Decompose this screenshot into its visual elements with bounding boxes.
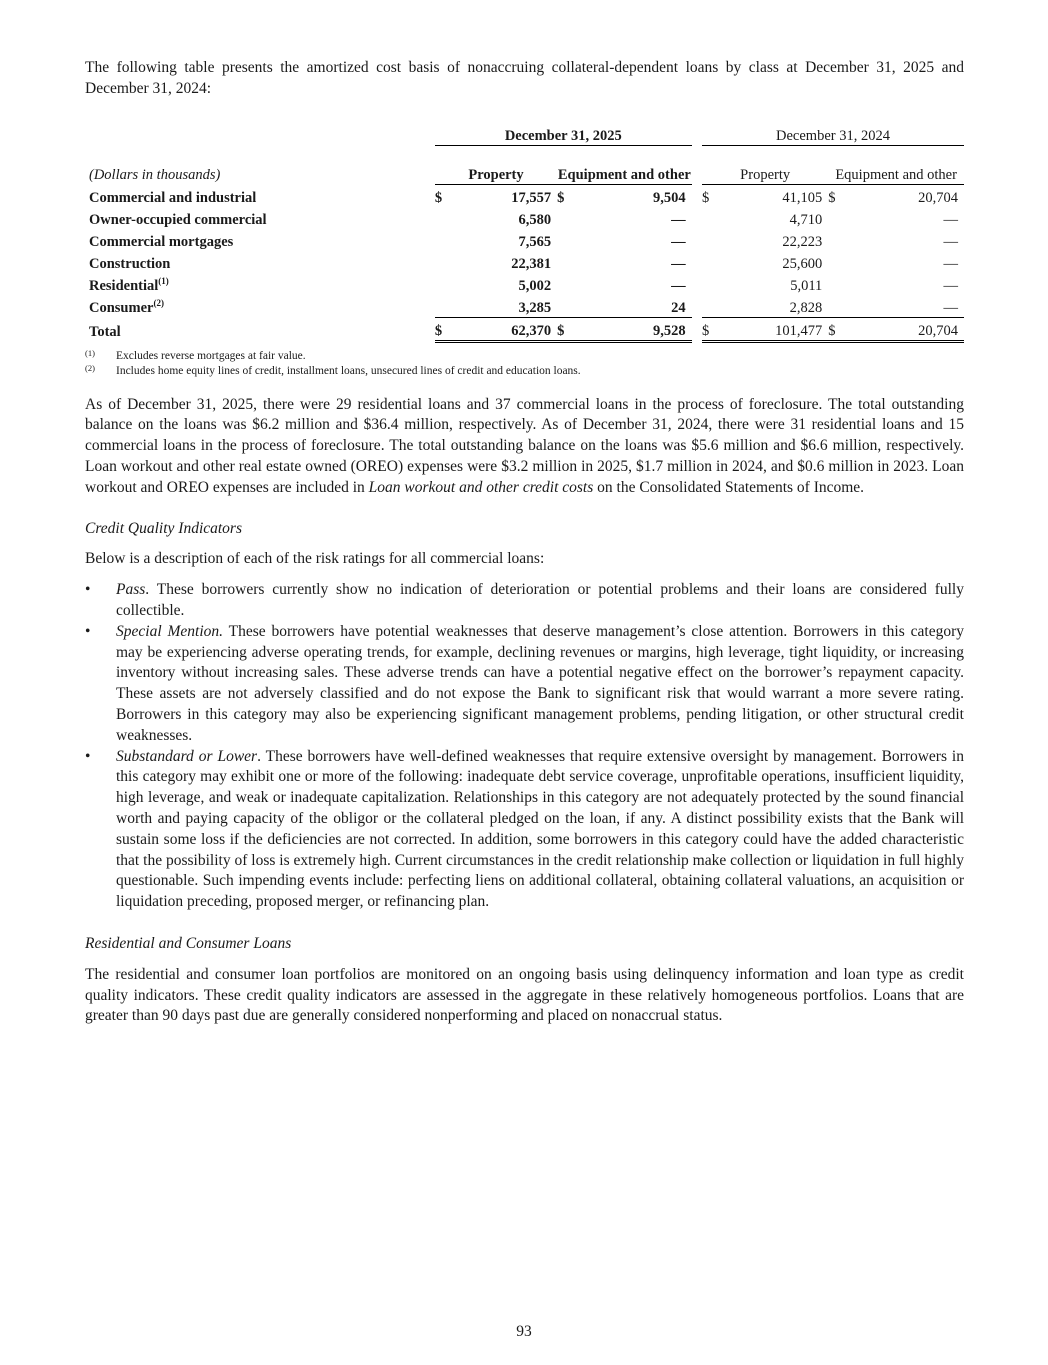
value-equipment-2024: — [943,299,958,316]
row-label: Commercial mortgages [89,233,234,250]
credit-quality-heading: Credit Quality Indicators [85,519,242,537]
bullet-icon: • [85,581,91,599]
table-row [85,295,964,318]
bullet-icon: • [85,622,91,640]
total-property-2025: 62,370 [449,317,557,341]
list-item: • Special Mention. These borrowers have potential weaknesses that deserve management’s close attention. Borrowers in this category may be experiencing adverse operating trends, for example, declining revenues or margins, high leverage, tight liquidity, or increasing inventory without increasing sales. These adverse trends can have a potential negative effect on the borrower’s repayment capacity. These assets are not adversely classified and do not expose the Bank to significant risk that would warrant a more severe rating. Borrowers in this category may also be experiencing significant management problems, pending litigation, or other structural credit weaknesses. [85,622,964,744]
dollar-sign: $ [557,189,565,206]
value-property-2024: 5,011 [790,277,823,294]
table-row [85,251,964,273]
value-property-2025: 5,002 [518,277,552,294]
table-row [85,229,964,251]
footnote: (2) Includes home equity lines of credit, installment loans, unsecured lines of credit and education loans. [85,363,581,378]
intro-paragraph: The following table presents the amortized cost basis of nonaccruing collateral-dependent loans by class at December 31, 2025 and December 31, 2024: [85,59,964,97]
value-property-2024: 41,105 [782,189,823,206]
risk-ratings-list [85,580,964,913]
period-header-row [85,119,964,146]
col-property-2025: Property [435,145,557,184]
page-number: 93 [516,1323,532,1340]
col-property-2024: Property [702,145,828,184]
total-equipment-2024: 20,704 [843,317,964,341]
value-property-2025: 3,285 [518,299,552,316]
column-header-row [85,145,964,184]
table-row [85,184,964,207]
value-equipment-2024: — [943,255,958,272]
dollar-sign: $ [828,317,842,341]
period-2024-header: December 31, 2024 [702,119,964,146]
row-label: Owner-occupied commercial [89,211,267,228]
value-equipment-2024: — [943,211,958,228]
total-row [85,317,964,341]
row-label: Commercial and industrial [89,189,257,206]
total-equipment-2025: 9,528 [572,317,692,341]
residential-paragraph: The residential and consumer loan portfolios are monitored on an ongoing basis using delinquency information and loan type as credit quality indicators. These credit quality indicators are assessed in the aggregate in these relatively homogeneous portfolios. Loans that are greater than 90 days past due are generally considered nonperforming and placed on nonaccrual status. [85,965,964,1025]
list-item: • Pass. These borrowers currently show no indication of deterioration or potential problems and their loans are considered fully collectible. [85,581,964,619]
value-equipment-2025: 24 [671,299,686,316]
value-property-2025: 17,557 [511,189,552,206]
dollar-sign: $ [828,189,836,206]
table-footnotes [85,349,964,380]
footnote: (1) Excludes reverse mortgages at fair value. [85,347,306,362]
col-equipment-2024: Equipment and other [828,145,964,184]
footnote-ref: (2) [153,298,164,309]
value-property-2024: 4,710 [789,211,823,228]
row-label: Construction [89,255,171,272]
value-property-2025: 22,381 [511,255,552,272]
row-label: Residential$^{(1)}$ [89,275,169,294]
dollar-sign: $ [557,317,571,341]
value-property-2025: 6,580 [518,211,552,228]
value-equipment-2024: — [943,233,958,250]
row-label: Consumer$^{(2)}$ [89,298,164,317]
bullet-icon: • [85,747,91,765]
value-equipment-2024: — [943,277,958,294]
foreclosure-paragraph: As of December 31, 2025, there were 29 residential loans and 37 commercial loans in the process of foreclosure. The total outstanding balance on the loans was $6.2 million and $36.4 million, respectively. As of December 31, 2024, there were 31 residential loans and 15 commercial loans in the process of foreclosure. The total outstanding balance on the loans was $5.6 million and $6.6 million, respectively. Loan workout and other real estate owned (OREO) expenses were $3.2 million in 2025, $1.7 million in 2024, and $0.6 million in 2023. Loan workout and OREO expenses are included in Loan workout and other credit costs on the Consolidated Statements of Income. [85,395,964,496]
credit-quality-intro: Below is a description of each of the risk ratings for all commercial loans: [85,550,545,568]
total-property-2024: 101,477 [716,317,828,341]
dollar-sign: $ [434,189,443,206]
units-label: (Dollars in thousands) [89,167,221,184]
table-row [85,207,964,229]
value-equipment-2025: — [671,277,686,294]
residential-heading: Residential and Consumer Loans [85,934,292,952]
dollar-sign: $ [435,317,449,341]
col-equipment-2025: Equipment and other [557,145,692,184]
nonaccruing-loans-table [85,119,964,343]
table-row [85,273,964,295]
value-equipment-2024: 20,704 [918,189,958,206]
value-property-2024: 2,828 [789,299,823,316]
value-equipment-2025: — [671,255,686,272]
dollar-sign: $ [702,189,710,206]
value-property-2024: 25,600 [782,255,823,272]
value-equipment-2025: — [671,211,686,228]
dollar-sign: $ [702,317,716,341]
document-page [85,58,964,1027]
value-property-2025: 7,565 [518,233,552,250]
list-item: • Substandard or Lower. These borrowers have well-defined weaknesses that require extensive oversight by management. Borrowers in this category may exhibit one or more of the following: inadequate debt service coverage, unprofitable operations, insufficient liquidity, high leverage, and weak or inadequate capitalization. Relationships in this category are not adequately protected by the sound financial worth and paying capacity of the obligor or the collateral pledged on the loan, if any. A distinct possibility exists that the Bank will sustain some loss if the deficiencies are not corrected. In addition, some borrowers in this category could have the added characteristic that the possibility of loss is extremely high. Current circumstances in the credit relationship make collection or liquidation in full highly questionable. Such impending events include: perfecting liens on additional collateral, obtaining collateral valuations, an acquisition or liquidation preceding, proposed merger, or refinancing plan. [85,747,964,911]
value-equipment-2025: 9,504 [653,189,686,206]
period-2025-header: December 31, 2025 [435,119,692,146]
value-equipment-2025: — [671,233,686,250]
footnote-ref: (1) [158,275,169,286]
total-label: Total [89,324,121,341]
value-property-2024: 22,223 [782,233,823,250]
